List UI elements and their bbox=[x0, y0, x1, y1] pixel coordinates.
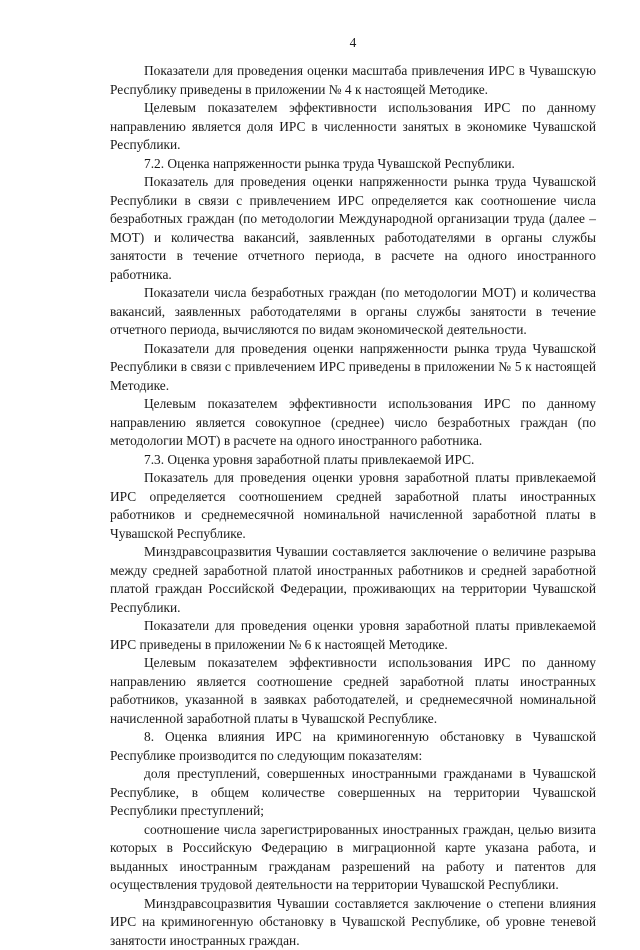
section-heading-7-3: 7.3. Оценка уровня заработной платы привлекаемой ИРС. bbox=[110, 451, 596, 470]
paragraph-7: Целевым показателем эффективности использования ИРС по данному направлению является совокупное (среднее) число безработных граждан (по методологии МОТ) в расчете на одного иностранного работника. bbox=[110, 395, 596, 451]
paragraph-6: Показатели для проведения оценки напряженности рынка труда Чувашской Республики в связи с привлечением ИРС приведены в приложении № 5 к настоящей Методике. bbox=[110, 340, 596, 396]
paragraph-4: Показатель для проведения оценки напряженности рынка труда Чувашской Республики в связи с привлечением ИРС определяется как соотношение числа безработных граждан (по методологии Международной организации труда (далее – МОТ) и количества вакансий, заявленных работодателями в органы службы занятости в течение отчетного периода, в расчете на одного иностранного работника. bbox=[110, 173, 596, 284]
paragraph-9: Показатель для проведения оценки уровня заработной платы привлекаемой ИРС определяется соотношением средней заработной платы иностранных работников и среднемесячной номинальной начисленной заработной платы в Чувашской Республике. bbox=[110, 469, 596, 543]
paragraph-10: Минздравсоцразвития Чувашии составляется заключение о величине разрыва между средней заработной платой иностранных работников и средней заработной платой граждан Российской Федерации, проживающих на территории Чувашской Республики. bbox=[110, 543, 596, 617]
paragraph-11: Показатели для проведения оценки уровня заработной платы привлекаемой ИРС приведены в приложении № 6 к настоящей Методике. bbox=[110, 617, 596, 654]
paragraph-12: Целевым показателем эффективности использования ИРС по данному направлению является соотношение средней заработной платы иностранных работников, указанной в заявках работодателей, и среднемесячной номинальной начисленной заработной платы в Чувашской Республике. bbox=[110, 654, 596, 728]
paragraph-2: Целевым показателем эффективности использования ИРС по данному направлению является доля ИРС в численности занятых в экономике Чувашской Республики. bbox=[110, 99, 596, 155]
section-heading-8: 8. Оценка влияния ИРС на криминогенную обстановку в Чувашской Республике производится по следующим показателям: bbox=[110, 728, 596, 765]
paragraph-1: Показатели для проведения оценки масштаба привлечения ИРС в Чувашскую Республику приведены в приложении № 4 к настоящей Методике. bbox=[110, 62, 596, 99]
document-page bbox=[110, 34, 596, 950]
section-heading-7-2: 7.2. Оценка напряженности рынка труда Чувашской Республики. bbox=[110, 155, 596, 174]
paragraph-16: Минздравсоцразвития Чувашии составляется заключение о степени влияния ИРС на криминогенную обстановку в Чувашской Республике, об уровне теневой занятости иностранных граждан. bbox=[110, 895, 596, 950]
list-item-1: доля преступлений, совершенных иностранными гражданами в Чувашской Республике, в общем количестве совершенных на территории Чувашской Республики преступлений; bbox=[110, 765, 596, 821]
paragraph-5: Показатели числа безработных граждан (по методологии МОТ) и количества вакансий, заявленных работодателями в органы службы занятости в течение отчетного периода, вычисляются по видам экономической деятельности. bbox=[110, 284, 596, 340]
page-number: 4 bbox=[110, 34, 596, 52]
list-item-2: соотношение числа зарегистрированных иностранных граждан, целью визита которых в Российскую Федерацию в миграционной карте указана работа, и выданных иностранным гражданам разрешений на работу и патентов для осуществления трудовой деятельности на территории Чувашской Республики. bbox=[110, 821, 596, 895]
